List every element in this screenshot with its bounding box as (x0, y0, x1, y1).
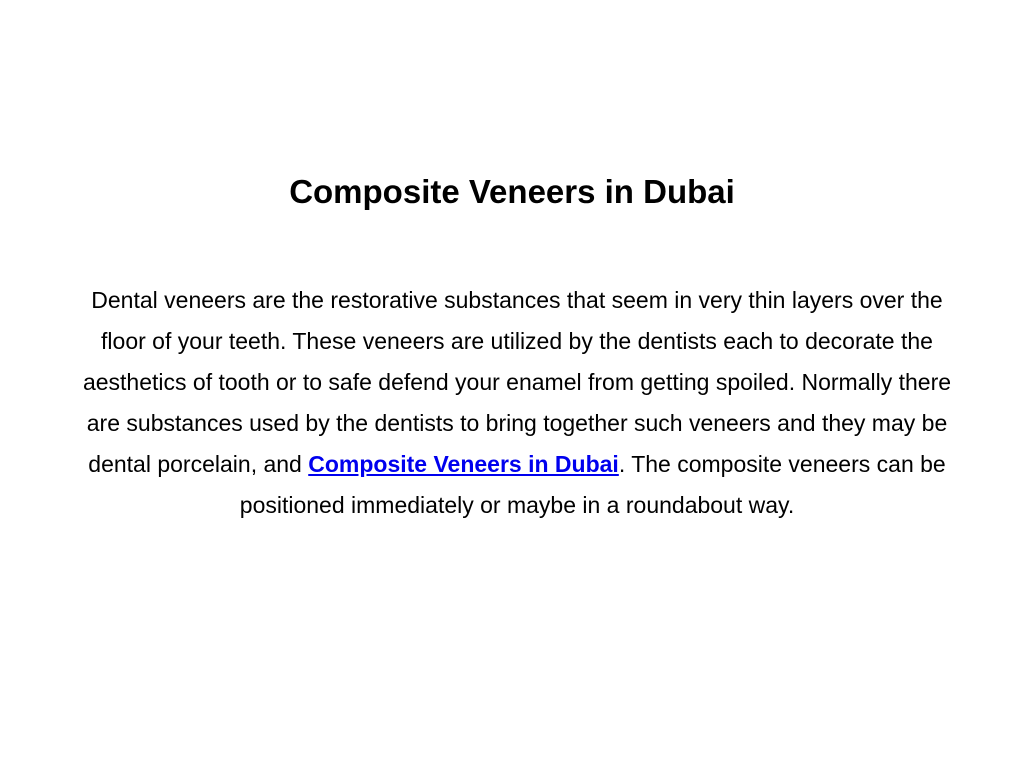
body-paragraph (74, 280, 960, 526)
slide-title: Composite Veneers in Dubai (289, 173, 735, 210)
paragraph-text-start: Dental veneers are the restorative substances that seem in very thin layers over the floor of your teeth. These veneers are utilized by the dentists each to decorate the aesthetics of tooth or to safe defend your enamel from getting spoiled. Normally there are substances used by the dentists to bring together such veneers and they may be dental porcelain, and (82, 287, 952, 477)
paragraph-text-end: . The composite veneers can be positioned immediately or maybe in a roundabout way. (239, 451, 946, 518)
composite-veneers-link[interactable]: Composite Veneers in Dubai (308, 451, 619, 477)
